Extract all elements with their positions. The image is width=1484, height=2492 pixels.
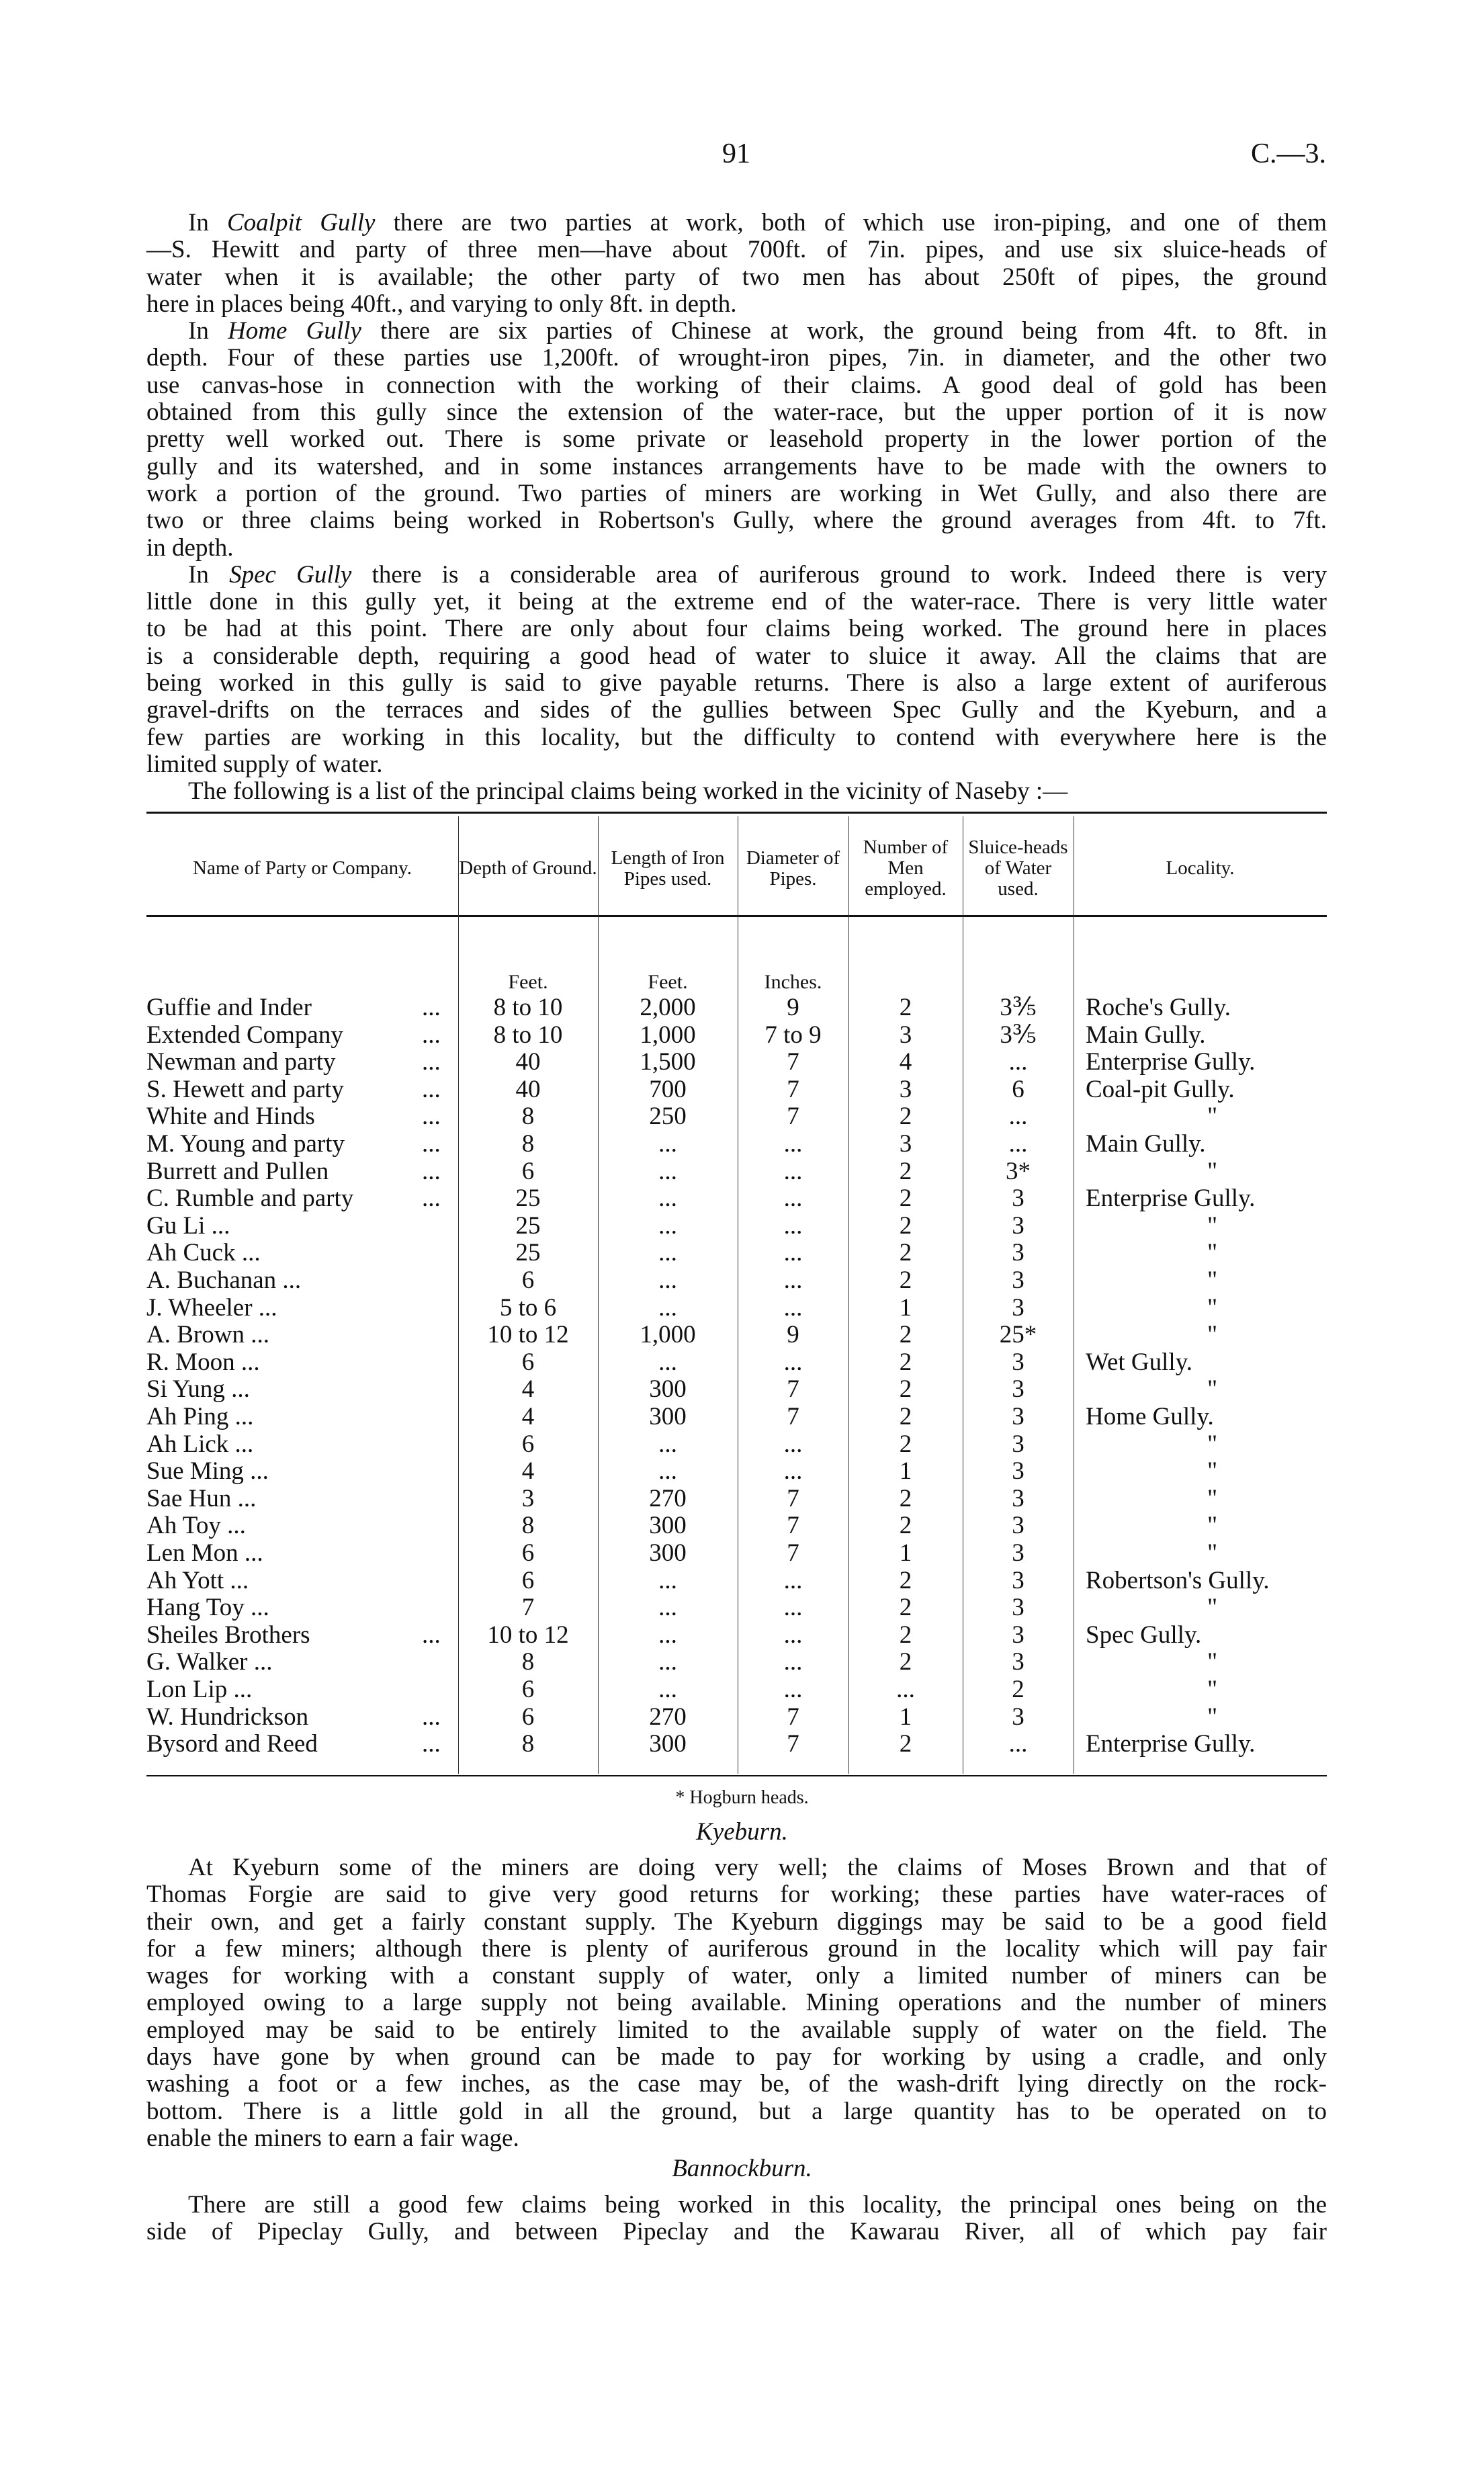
table-row xyxy=(146,1103,1327,1131)
men-count: 2 xyxy=(899,1730,912,1758)
table-header-rule xyxy=(146,915,1327,917)
party-name: W. Hundrickson xyxy=(146,1703,309,1731)
men-count: 2 xyxy=(899,1185,912,1213)
party-name: C. Rumble and party xyxy=(146,1185,354,1213)
sluice-heads: 6 xyxy=(1012,1075,1024,1103)
leader-dots: ... xyxy=(422,1157,441,1185)
pipe-length: ... xyxy=(658,1676,677,1703)
depth: 8 xyxy=(521,1130,535,1158)
pipe-diameter: ... xyxy=(783,1211,803,1240)
table-row xyxy=(146,1322,1327,1349)
depth: 3 xyxy=(521,1484,535,1512)
text-line: few parties are working in this locality, but the difficulty to contend with everywhere here is the xyxy=(146,723,1327,751)
pipe-diameter: 7 to 9 xyxy=(765,1021,822,1049)
pipe-length: 1,000 xyxy=(640,1021,696,1049)
leader-dots: ... xyxy=(422,1130,441,1158)
party-name: S. Hewett and party xyxy=(146,1075,344,1103)
men-count: 2 xyxy=(899,1157,912,1185)
text-line: is a considerable depth, requiring a good head of water to sluice it away. All the claims that are xyxy=(146,642,1327,670)
men-count: 2 xyxy=(899,994,912,1021)
text-line: obtained from this gully since the extension of the water-race, but the upper portion of it is now xyxy=(146,398,1327,427)
pipe-diameter: 7 xyxy=(787,1103,799,1131)
men-count: 1 xyxy=(899,1539,912,1567)
table-row xyxy=(146,1567,1327,1595)
pipe-length: ... xyxy=(658,1648,677,1676)
pipe-length: 2,000 xyxy=(640,994,696,1021)
depth: 6 xyxy=(521,1430,535,1458)
party-name: Extended Company xyxy=(146,1021,343,1049)
text-line: in depth. xyxy=(146,533,234,562)
pipe-length: ... xyxy=(658,1239,677,1267)
pipe-diameter: 7 xyxy=(787,1403,799,1430)
leader-dots: ... xyxy=(422,1185,441,1213)
sluice-heads: 3⅗ xyxy=(1000,1021,1037,1049)
column-header: Depth of Ground. xyxy=(459,857,597,879)
column-header: Sluice-heads of Water used. xyxy=(968,836,1068,900)
locality: Roche's Gully. xyxy=(1086,994,1231,1021)
men-count: 2 xyxy=(899,1348,912,1376)
text-line: pretty well worked out. There is some private or leasehold property in the lower portion of the xyxy=(146,425,1327,454)
men-count: 2 xyxy=(899,1566,912,1594)
men-count: 1 xyxy=(899,1293,912,1322)
party-name: Guffie and Inder xyxy=(146,994,312,1021)
pipe-diameter: 7 xyxy=(787,1375,799,1404)
party-name: Ah Lick ... xyxy=(146,1430,254,1458)
depth: 8 xyxy=(521,1730,535,1758)
pipe-diameter: ... xyxy=(783,1566,803,1594)
pipe-length: 250 xyxy=(649,1103,687,1131)
table-row xyxy=(146,1240,1327,1267)
locality: Enterprise Gully. xyxy=(1086,1185,1256,1213)
table-row xyxy=(146,1049,1327,1076)
unit-label: Feet. xyxy=(508,971,548,993)
pipe-length: 700 xyxy=(649,1075,687,1103)
locality: Spec Gully. xyxy=(1086,1621,1202,1649)
locality: " xyxy=(1207,1512,1218,1540)
leader-dots: ... xyxy=(422,1021,441,1049)
sluice-heads: 3 xyxy=(1012,1512,1024,1540)
men-count: 1 xyxy=(899,1703,912,1731)
column-header: Length of Iron Pipes used. xyxy=(611,847,725,890)
pipe-diameter: ... xyxy=(783,1239,803,1267)
table-row xyxy=(146,1158,1327,1186)
leader-dots: ... xyxy=(422,1103,441,1131)
text-line: bottom. There is a little gold in all the ground, but a large quantity has to be operated on to xyxy=(146,2097,1327,2125)
pipe-length: ... xyxy=(658,1594,677,1622)
sluice-heads: 3 xyxy=(1012,1539,1024,1567)
locality: " xyxy=(1207,1239,1218,1267)
sluice-heads: 3 xyxy=(1012,1185,1024,1213)
men-count: 4 xyxy=(899,1048,912,1076)
locality: Home Gully. xyxy=(1086,1403,1214,1430)
locality: " xyxy=(1207,1157,1218,1185)
sluice-heads: 3 xyxy=(1012,1594,1024,1622)
leader-dots: ... xyxy=(422,994,441,1021)
depth: 25 xyxy=(515,1211,541,1240)
locality: " xyxy=(1207,1266,1218,1294)
text-line: gully and its watershed, and in some instances arrangements have to be made with the owners to xyxy=(146,452,1327,480)
column-header: Name of Party or Company. xyxy=(193,857,412,879)
sluice-heads: 3⅗ xyxy=(1000,994,1037,1021)
table-row xyxy=(146,1295,1327,1322)
sluice-heads: 3 xyxy=(1012,1375,1024,1404)
depth: 6 xyxy=(521,1266,535,1294)
sluice-heads: 3 xyxy=(1012,1457,1024,1486)
column-header: Number of Men employed. xyxy=(863,836,949,900)
men-count: 2 xyxy=(899,1648,912,1676)
men-count: 2 xyxy=(899,1375,912,1404)
text-line: use canvas-hose in connection with the working of their claims. A good deal of gold has been xyxy=(146,371,1327,399)
party-name: Burrett and Pullen xyxy=(146,1157,329,1185)
sluice-heads: 3 xyxy=(1012,1430,1024,1458)
pipe-diameter: ... xyxy=(783,1676,803,1703)
table-row xyxy=(146,1512,1327,1540)
men-count: 2 xyxy=(899,1512,912,1540)
men-count: 2 xyxy=(899,1403,912,1430)
text-line: In Spec Gully there is a considerable area of auriferous ground to work. Indeed there is very xyxy=(188,560,1327,589)
sluice-heads: 3 xyxy=(1012,1484,1024,1512)
sluice-heads: ... xyxy=(1008,1730,1028,1758)
locality: " xyxy=(1207,1293,1218,1322)
text-line: little done in this gully yet, it being at the extreme end of the water-race. There is very little water xyxy=(146,588,1327,616)
leader-dots: ... xyxy=(422,1048,441,1076)
men-count: 3 xyxy=(899,1075,912,1103)
pipe-length: ... xyxy=(658,1621,677,1649)
locality: Main Gully. xyxy=(1086,1021,1206,1049)
table-row xyxy=(146,1486,1327,1513)
party-name: Gu Li ... xyxy=(146,1211,230,1240)
pipe-length: ... xyxy=(658,1566,677,1594)
pipe-length: 300 xyxy=(649,1730,687,1758)
depth: 25 xyxy=(515,1239,541,1267)
table-row xyxy=(146,1213,1327,1240)
pipe-length: ... xyxy=(658,1348,677,1376)
sluice-heads: 3 xyxy=(1012,1403,1024,1430)
men-count: 3 xyxy=(899,1130,912,1158)
pipe-diameter: ... xyxy=(783,1157,803,1185)
table-top-rule xyxy=(146,812,1327,814)
sluice-heads: 3 xyxy=(1012,1348,1024,1376)
party-name: R. Moon ... xyxy=(146,1348,260,1376)
pipe-diameter: ... xyxy=(783,1621,803,1649)
table-row xyxy=(146,994,1327,1022)
sluice-heads: 3 xyxy=(1012,1621,1024,1649)
party-name: Bysord and Reed xyxy=(146,1730,318,1758)
party-name: A. Buchanan ... xyxy=(146,1266,302,1294)
party-name: Sae Hun ... xyxy=(146,1484,257,1512)
text-line: enable the miners to earn a fair wage. xyxy=(146,2124,519,2152)
depth: 8 to 10 xyxy=(493,994,563,1021)
text-line: In Coalpit Gully there are two parties at work, both of which use iron-piping, and one of them xyxy=(188,209,1327,237)
table-row xyxy=(146,1704,1327,1731)
table-row xyxy=(146,1267,1327,1295)
sluice-heads: ... xyxy=(1008,1048,1028,1076)
depth: 40 xyxy=(515,1075,541,1103)
depth: 6 xyxy=(521,1157,535,1185)
bannockburn-heading: Bannockburn. xyxy=(672,2155,812,2182)
table-row xyxy=(146,1022,1327,1049)
depth: 8 xyxy=(521,1512,535,1540)
text-line: At Kyeburn some of the miners are doing very well; the claims of Moses Brown and that of xyxy=(188,1854,1327,1881)
men-count: 2 xyxy=(899,1430,912,1458)
pipe-length: ... xyxy=(658,1185,677,1213)
pipe-length: ... xyxy=(658,1430,677,1458)
pipe-diameter: 9 xyxy=(787,994,799,1021)
text-line: —S. Hewitt and party of three men—have about 700ft. of 7in. pipes, and use six sluice-heads of xyxy=(146,236,1327,264)
men-count: 2 xyxy=(899,1484,912,1512)
table-row xyxy=(146,1431,1327,1459)
pipe-diameter: 9 xyxy=(787,1321,799,1349)
depth: 10 to 12 xyxy=(487,1621,569,1649)
pipe-diameter: 7 xyxy=(787,1539,799,1567)
pipe-diameter: ... xyxy=(783,1648,803,1676)
party-name: Sue Ming ... xyxy=(146,1457,269,1486)
text-line: water when it is available; the other party of two men has about 250ft of pipes, the ground xyxy=(146,263,1327,291)
locality: " xyxy=(1207,1457,1218,1486)
pipe-length: 270 xyxy=(649,1703,687,1731)
depth: 6 xyxy=(521,1566,535,1594)
depth: 8 to 10 xyxy=(493,1021,563,1049)
locality: " xyxy=(1207,1321,1218,1349)
page-number: 91 xyxy=(722,138,750,169)
pipe-diameter: 7 xyxy=(787,1512,799,1540)
men-count: 2 xyxy=(899,1621,912,1649)
pipe-length: 1,500 xyxy=(640,1048,696,1076)
text-line: their own, and get a fairly constant supply. The Kyeburn diggings may be said to be a good field xyxy=(146,1907,1327,1936)
depth: 25 xyxy=(515,1185,541,1213)
sluice-heads: 3 xyxy=(1012,1211,1024,1240)
pipe-length: 270 xyxy=(649,1484,687,1512)
text-line: employed owing to a large supply not being available. Mining operations and the number of miners xyxy=(146,1989,1327,2017)
party-name: Ah Yott ... xyxy=(146,1566,249,1594)
pipe-diameter: 7 xyxy=(787,1075,799,1103)
pipe-diameter: ... xyxy=(783,1348,803,1376)
locality: " xyxy=(1207,1103,1218,1131)
text-line: In Home Gully there are six parties of Chinese at work, the ground being from 4ft. to 8ft. in xyxy=(188,317,1327,345)
party-name: Si Yung ... xyxy=(146,1375,250,1404)
table-row xyxy=(146,1404,1327,1431)
pipe-length: 1,000 xyxy=(640,1321,696,1349)
locality: " xyxy=(1207,1676,1218,1703)
locality: " xyxy=(1207,1484,1218,1512)
sluice-heads: 3 xyxy=(1012,1703,1024,1731)
party-name: A. Brown ... xyxy=(146,1321,269,1349)
pipe-diameter: ... xyxy=(783,1185,803,1213)
unit-label: Inches. xyxy=(764,971,822,993)
pipe-diameter: 7 xyxy=(787,1730,799,1758)
leader-dots: ... xyxy=(422,1621,441,1649)
column-header: Locality. xyxy=(1166,857,1235,879)
text-line: being worked in this gully is said to give payable returns. There is also a large extent of auriferous xyxy=(146,669,1327,697)
table-row xyxy=(146,1349,1327,1377)
sluice-heads: 3* xyxy=(1006,1157,1031,1185)
pipe-length: 300 xyxy=(649,1512,687,1540)
men-count: 2 xyxy=(899,1239,912,1267)
table-row xyxy=(146,1458,1327,1486)
text-line: limited supply of water. xyxy=(146,750,383,778)
table-row xyxy=(146,1649,1327,1676)
table-bottom-rule xyxy=(146,1775,1327,1776)
party-name: Len Mon ... xyxy=(146,1539,263,1567)
kyeburn-paragraph xyxy=(146,1854,1327,2152)
text-line: work a portion of the ground. Two parties of miners are working in Wet Gully, and also there are xyxy=(146,479,1327,507)
table-row xyxy=(146,1076,1327,1104)
sluice-heads: 3 xyxy=(1012,1566,1024,1594)
sluice-heads: 3 xyxy=(1012,1648,1024,1676)
table-row xyxy=(146,1131,1327,1158)
text-line: gravel-drifts on the terraces and sides of the gullies between Spec Gully and the Kyeburn, and a xyxy=(146,696,1327,724)
depth: 6 xyxy=(521,1348,535,1376)
pipe-length: ... xyxy=(658,1211,677,1240)
sluice-heads: 25* xyxy=(999,1321,1037,1349)
men-count: 2 xyxy=(899,1211,912,1240)
locality: " xyxy=(1207,1211,1218,1240)
locality: " xyxy=(1207,1648,1218,1676)
pipe-diameter: ... xyxy=(783,1430,803,1458)
depth: 6 xyxy=(521,1676,535,1703)
depth: 40 xyxy=(515,1048,541,1076)
sluice-heads: ... xyxy=(1008,1103,1028,1131)
party-name: Newman and party xyxy=(146,1048,336,1076)
pipe-diameter: ... xyxy=(783,1594,803,1622)
men-count: 2 xyxy=(899,1103,912,1131)
pipe-diameter: 7 xyxy=(787,1048,799,1076)
text-line: two or three claims being worked in Robertson's Gully, where the ground averages from 4ft. to 7ft. xyxy=(146,507,1327,535)
depth: 10 to 12 xyxy=(487,1321,569,1349)
men-count: 3 xyxy=(899,1021,912,1049)
locality: " xyxy=(1207,1375,1218,1404)
depth: 4 xyxy=(521,1403,535,1430)
party-name: Lon Lip ... xyxy=(146,1676,253,1703)
text-line: washing a foot or a few inches, as the case may be, of the wash-drift lying directly on the rock- xyxy=(146,2070,1327,2098)
pipe-diameter: ... xyxy=(783,1130,803,1158)
pipe-length: 300 xyxy=(649,1403,687,1430)
men-count: 1 xyxy=(899,1457,912,1486)
locality: " xyxy=(1207,1430,1218,1458)
table-row xyxy=(146,1676,1327,1704)
men-count: 2 xyxy=(899,1266,912,1294)
table-row xyxy=(146,1594,1327,1622)
kyeburn-heading: Kyeburn. xyxy=(696,1818,788,1846)
unit-label: Feet. xyxy=(648,971,688,993)
locality: Enterprise Gully. xyxy=(1086,1730,1256,1758)
leader-dots: ... xyxy=(422,1075,441,1103)
locality: " xyxy=(1207,1703,1218,1731)
pipe-length: 300 xyxy=(649,1539,687,1567)
text-line: The following is a list of the principal claims being worked in the vicinity of Naseby :— xyxy=(188,777,1068,806)
pipe-length: ... xyxy=(658,1130,677,1158)
party-name: M. Young and party xyxy=(146,1130,345,1158)
text-line: wages for working with a constant supply of water, only a limited number of miners can be xyxy=(146,1962,1327,1990)
text-line: days have gone by when ground can be made to pay for working by using a cradle, and only xyxy=(146,2043,1327,2071)
sluice-heads: ... xyxy=(1008,1130,1028,1158)
table-row xyxy=(146,1622,1327,1649)
party-name: Ah Cuck ... xyxy=(146,1239,261,1267)
men-count: 2 xyxy=(899,1594,912,1622)
depth: 4 xyxy=(521,1457,535,1486)
text-line: depth. Four of these parties use 1,200ft. of wrought-iron pipes, 7in. in diameter, and the other two xyxy=(146,344,1327,372)
table-row xyxy=(146,1185,1327,1213)
locality: Wet Gully. xyxy=(1086,1348,1193,1376)
pipe-length: ... xyxy=(658,1293,677,1322)
party-name: J. Wheeler ... xyxy=(146,1293,277,1322)
pipe-length: ... xyxy=(658,1266,677,1294)
text-line: here in places being 40ft., and varying to only 8ft. in depth. xyxy=(146,290,737,318)
intro-paragraphs xyxy=(146,210,1327,806)
table-row xyxy=(146,1731,1327,1758)
pipe-length: 300 xyxy=(649,1375,687,1404)
depth: 6 xyxy=(521,1703,535,1731)
party-name: Ah Ping ... xyxy=(146,1403,254,1430)
party-name: Hang Toy ... xyxy=(146,1594,269,1622)
party-name: Ah Toy ... xyxy=(146,1512,246,1540)
party-name: White and Hinds xyxy=(146,1103,315,1131)
pipe-length: ... xyxy=(658,1457,677,1486)
text-line: employed may be said to be entirely limited to the available supply of water on the field. The xyxy=(146,2016,1327,2044)
table-row xyxy=(146,1540,1327,1567)
locality: Coal-pit Gully. xyxy=(1086,1075,1235,1103)
depth: 8 xyxy=(521,1648,535,1676)
pipe-diameter: 7 xyxy=(787,1703,799,1731)
depth: 8 xyxy=(521,1103,535,1131)
pipe-diameter: ... xyxy=(783,1457,803,1486)
pipe-diameter: ... xyxy=(783,1266,803,1294)
locality: " xyxy=(1207,1539,1218,1567)
men-count: 2 xyxy=(899,1321,912,1349)
pipe-diameter: 7 xyxy=(787,1484,799,1512)
text-line: side of Pipeclay Gully, and between Pipeclay and the Kawarau River, all of which pay fair xyxy=(146,2218,1327,2246)
depth: 6 xyxy=(521,1539,535,1567)
text-line: to be had at this point. There are only about four claims being worked. The ground here in places xyxy=(146,615,1327,643)
text-line: There are still a good few claims being worked in this locality, the principal ones being on the xyxy=(188,2191,1327,2219)
document-reference: C.—3. xyxy=(1251,138,1327,169)
men-count: ... xyxy=(896,1676,915,1703)
depth: 4 xyxy=(521,1375,535,1404)
sluice-heads: 3 xyxy=(1012,1239,1024,1267)
pipe-diameter: ... xyxy=(783,1293,803,1322)
locality: Main Gully. xyxy=(1086,1130,1206,1158)
depth: 7 xyxy=(521,1594,535,1622)
party-name: G. Walker ... xyxy=(146,1648,273,1676)
locality: Enterprise Gully. xyxy=(1086,1048,1256,1076)
column-header: Diameter of Pipes. xyxy=(746,847,840,890)
text-line: for a few miners; although there is plenty of auriferous ground in the locality which will pay fair xyxy=(146,1934,1327,1963)
table-footnote: * Hogburn heads. xyxy=(675,1787,809,1808)
table-row xyxy=(146,1376,1327,1404)
sluice-heads: 3 xyxy=(1012,1266,1024,1294)
pipe-length: ... xyxy=(658,1157,677,1185)
locality: " xyxy=(1207,1594,1218,1622)
leader-dots: ... xyxy=(422,1730,441,1758)
leader-dots: ... xyxy=(422,1703,441,1731)
locality: Robertson's Gully. xyxy=(1086,1566,1270,1594)
party-name: Sheiles Brothers xyxy=(146,1621,310,1649)
depth: 5 to 6 xyxy=(499,1293,557,1322)
sluice-heads: 2 xyxy=(1012,1676,1024,1703)
bannockburn-paragraph xyxy=(146,2192,1327,2246)
text-line: Thomas Forgie are said to give very good returns for working; these parties have water-races of xyxy=(146,1881,1327,1909)
sluice-heads: 3 xyxy=(1012,1293,1024,1322)
